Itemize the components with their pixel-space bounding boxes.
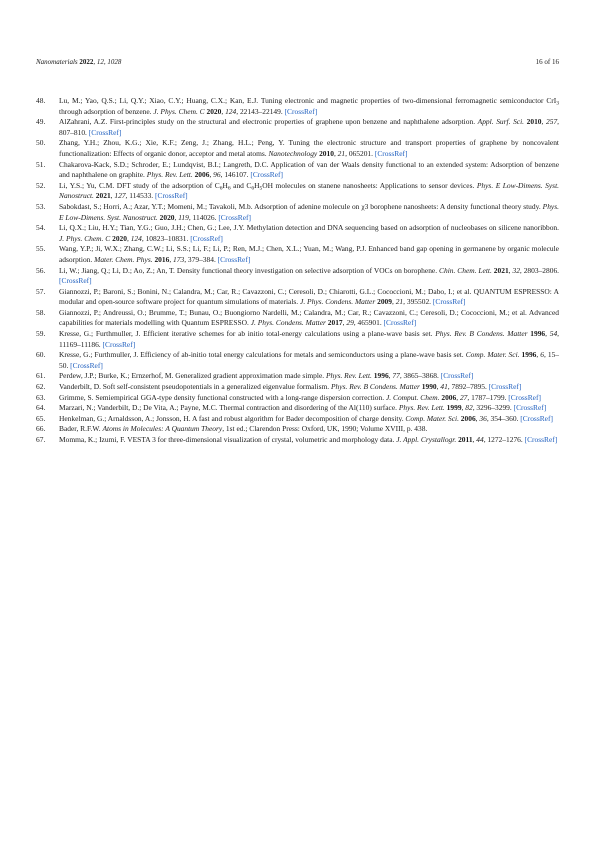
reference-italic: Atoms in Molecules: A Quantum Theory — [102, 424, 223, 434]
reference-number: 52. — [36, 180, 46, 190]
reference-italic: 77 — [392, 371, 400, 381]
crossref-link[interactable]: [CrossRef] — [59, 276, 92, 286]
reference-text: , 395502. — [403, 297, 433, 307]
reference-text: Wang, Y.P.; Ji, W.X.; Zhang, C.W.; Li, S.S.; Li, F.; Li, P.; Ren, M.J.; Chen, X.L.; Yuan, M.; Wang, P.J. Enhanced band gap opening in germanene by organic molecule adsorption. — [59, 244, 559, 264]
reference-item — [36, 287, 559, 308]
reference-italic: 257 — [546, 117, 558, 127]
reference-italic: J. Phys. Condens. Matter — [300, 297, 376, 307]
reference-number: 59. — [36, 329, 46, 339]
crossref-link[interactable]: [CrossRef] — [488, 382, 522, 392]
reference-italic: J. Phys. Condens. Matter — [250, 318, 326, 328]
reference-year: 2021 — [95, 191, 111, 201]
reference-italic: 44 — [476, 435, 484, 444]
reference-italic: 124 — [225, 106, 237, 116]
reference-italic: 124 — [130, 233, 142, 243]
reference-year: 2011 — [458, 435, 473, 444]
reference-number: 62. — [36, 382, 46, 392]
reference-number: 53. — [36, 201, 46, 211]
crossref-link[interactable]: [CrossRef] — [432, 297, 466, 307]
reference-number: 58. — [36, 307, 46, 317]
reference-text: Li, Q.X.; Liu, H.Y.; Tian, Y.G.; Guo, J.H.; Chen, G.; Lee, J.Y. Methylation detection and DNA sequencing based on adsorption of nucleobases on silicene nanoribbon. — [59, 223, 559, 233]
reference-item — [36, 266, 559, 287]
reference-text: , 15–50. — [59, 350, 560, 370]
reference-number: 50. — [36, 138, 46, 148]
reference-text: , — [545, 329, 550, 339]
reference-italic: Comp. Mater. Sci. — [405, 413, 459, 423]
reference-text: Marzari, N.; Vanderbilt, D.; De Vita, A.; Payne, M.C. Thermal contraction and disordering of the Al(110) surface. — [59, 403, 399, 413]
reference-text: , 465901. — [353, 318, 384, 328]
reference-italic: 82 — [465, 403, 473, 413]
subscript: 6 — [219, 185, 223, 192]
reference-list — [36, 96, 559, 446]
reference-italic: 96 — [213, 170, 221, 180]
reference-number: 54. — [36, 223, 46, 233]
journal-citation — [36, 58, 121, 66]
reference-text: , 2803–2806. — [519, 265, 560, 275]
crossref-link[interactable]: [CrossRef] — [102, 339, 136, 349]
reference-text: , 146107. — [220, 170, 251, 180]
subscript: 6 — [251, 185, 255, 192]
reference-year: 2006 — [441, 392, 457, 402]
reference-italic: 21 — [395, 297, 404, 307]
reference-text: Kresse, G.; Furthmuller, J. Efficient iterative schemes for ab initio total-energy calculations using a plane-wave basis set. — [59, 329, 436, 339]
reference-italic: 6 — [540, 350, 544, 360]
reference-text: Momma, K.; Izumi, F. VESTA 3 for three-dimensional visualization of crystal, volumetric and morphology data. — [59, 435, 397, 444]
reference-text: , — [388, 371, 393, 381]
reference-italic: J. Comput. Chem. — [385, 392, 440, 402]
journal-volume-page: , 12, 1028 — [93, 58, 122, 66]
reference-number: 67. — [36, 435, 46, 444]
reference-number: 60. — [36, 350, 46, 360]
crossref-link[interactable]: [CrossRef] — [520, 413, 553, 423]
reference-italic: 29 — [346, 318, 354, 328]
reference-number: 56. — [36, 265, 46, 275]
reference-text: , — [472, 435, 477, 444]
reference-text: , 354–360. — [486, 413, 521, 423]
reference-text: and C — [230, 180, 252, 190]
reference-item — [36, 403, 559, 414]
reference-year: 2006 — [194, 170, 210, 180]
reference-text: , — [221, 106, 226, 116]
reference-text: , 22143–22149. — [236, 106, 285, 116]
reference-italic: 21 — [337, 148, 346, 158]
reference-text: , 1272–1276. — [483, 435, 525, 444]
reference-text: Grimme, S. Semiempirical GGA-type density functional constructed with a long-range dispersion correction. — [59, 392, 386, 402]
reference-item — [36, 138, 559, 159]
reference-text: , — [333, 148, 338, 158]
reference-italic: Phys. E Low-Dimens. Syst. Nanostruct. — [59, 201, 559, 222]
reference-item — [36, 244, 559, 265]
reference-text: Sabokdast, S.; Horri, A.; Azar, Y.T.; Momeni, M.; Tavakoli, M.b. Adsorption of adenine molecule on χ3 borophene nanosheets: A density functional theory study. — [59, 201, 543, 211]
reference-text: , — [541, 117, 546, 127]
reference-italic: Phys. Rev. Lett. — [398, 403, 445, 413]
reference-text: , 114026. — [188, 212, 219, 222]
crossref-link[interactable]: [CrossRef] — [217, 254, 251, 264]
reference-number: 55. — [36, 244, 46, 254]
reference-year: 1996 — [521, 350, 537, 360]
reference-italic: Phys. Rev. B Condens. Matter — [331, 382, 420, 392]
reference-italic: 173 — [173, 254, 185, 264]
reference-text: , — [169, 254, 174, 264]
reference-number: 64. — [36, 403, 46, 413]
reference-item — [36, 414, 559, 425]
reference-text: AlZahrani, A.Z. First-principles study on the structural and electronic properties of graphene upon benzene and naphthalene adsorption. — [59, 117, 478, 127]
reference-year: 1990 — [421, 382, 437, 392]
reference-year: 2020 — [159, 212, 175, 222]
reference-italic: 41 — [440, 382, 448, 392]
reference-italic: Phys. Rev. Lett. — [146, 170, 193, 180]
reference-text: Giannozzi, P.; Baroni, S.; Bonini, N.; Calandra, M.; Car, R.; Cavazzoni, C.; Ceresoli, D.; Chiarotti, G.L.; Cococcioni, M.; Dabo, I.; et al. QUANTUM ESPRESSO: A modular and open-source software project for quantum simulations of materials. — [59, 286, 559, 307]
reference-text: Kresse, G.; Furthmuller, J. Efficiency of ab-initio total energy calculations for metals and semiconductors using a plane-wave basis set. — [59, 350, 466, 360]
reference-year: 2010 — [319, 148, 334, 158]
reference-italic: 27 — [459, 392, 468, 402]
crossref-link[interactable]: [CrossRef] — [155, 191, 188, 201]
reference-item — [36, 223, 559, 244]
reference-number: 66. — [36, 424, 46, 434]
reference-text: , — [209, 170, 214, 180]
reference-year: 2006 — [460, 413, 476, 423]
reference-number: 48. — [36, 96, 46, 105]
subscript: 3 — [556, 100, 559, 107]
reference-number: 57. — [36, 286, 46, 296]
crossref-link[interactable]: [CrossRef] — [284, 106, 318, 116]
reference-text: , — [110, 191, 115, 201]
reference-italic: 119 — [178, 212, 189, 222]
reference-year: 2016 — [154, 254, 170, 264]
reference-year: 2021 — [493, 265, 509, 275]
reference-item — [36, 96, 559, 117]
subscript: 6 — [227, 185, 231, 192]
reference-year: 1996 — [373, 371, 389, 381]
reference-text: Vanderbilt, D. Soft self-consistent pseudopotentials in a generalized eigenvalue formalism. — [59, 382, 332, 392]
reference-text: , — [342, 318, 347, 328]
reference-number: 65. — [36, 413, 46, 423]
reference-italic: J. Phys. Chem. C — [153, 106, 205, 116]
reference-text: , 065201. — [345, 148, 375, 158]
reference-item — [36, 308, 559, 329]
reference-text: , — [508, 265, 513, 275]
reference-italic: Mater. Chem. Phys. — [94, 254, 153, 264]
crossref-link[interactable]: [CrossRef] — [513, 403, 547, 413]
reference-text: Bader, R.F.W. — [59, 424, 103, 434]
reference-text: Zhang, Y.H.; Zhou, K.G.; Xie, K.F.; Zeng, J.; Zhang, H.L.; Peng, Y. Tuning the electronic structure and transport properties of graphene by noncovalent functionalization: Effects of organic donor, acceptor and metal atoms. — [59, 138, 559, 158]
reference-item — [36, 424, 559, 435]
page-number: 16 of 16 — [535, 58, 559, 66]
reference-item — [36, 393, 559, 404]
reference-text: , — [436, 382, 441, 392]
reference-text: , — [536, 350, 541, 360]
reference-text: , — [126, 233, 131, 243]
reference-item — [36, 160, 559, 181]
reference-text: , — [475, 413, 480, 423]
reference-text: OH molecules on stanene nanosheets: Applications to sensor devices. — [262, 180, 477, 190]
reference-item — [36, 382, 559, 393]
reference-text: , 3865–3868. — [399, 371, 441, 381]
reference-year: 2017 — [327, 318, 343, 328]
crossref-link[interactable]: [CrossRef] — [218, 212, 251, 222]
reference-item — [36, 117, 559, 138]
reference-text: , 1787–1799. — [467, 392, 509, 402]
reference-italic: J. Phys. Chem. C — [59, 233, 111, 243]
reference-text: , 7892–7895. — [447, 382, 489, 392]
reference-item — [36, 371, 559, 382]
reference-year: 2010 — [526, 117, 542, 127]
crossref-link[interactable]: [CrossRef] — [440, 371, 474, 381]
reference-item — [36, 350, 559, 371]
reference-text: Chakarova-Kack, S.D.; Schroder, E.; Lundqvist, B.I.; Langreth, D.C. Application of van der Waals density functional to an extended system: Adsorption of benzene and naphthalene on graphite. — [59, 159, 559, 180]
subscript: 5 — [259, 185, 263, 192]
reference-text: H — [222, 180, 228, 190]
reference-italic: 32 — [512, 265, 520, 275]
reference-text: , 114533. — [125, 191, 156, 201]
reference-year: 2020 — [206, 106, 222, 116]
crossref-link[interactable]: [CrossRef] — [250, 170, 283, 180]
reference-year: 1999 — [446, 403, 462, 413]
reference-text: , 379–384. — [184, 254, 218, 264]
reference-number: 63. — [36, 392, 46, 402]
reference-text: , — [456, 392, 460, 402]
reference-italic: Phys. Rev. B Condens. Matter — [435, 329, 528, 339]
reference-text: H — [254, 180, 260, 190]
journal-name: Nanomaterials — [36, 58, 78, 66]
reference-italic: 54 — [549, 329, 558, 339]
reference-text: , — [461, 403, 466, 413]
crossref-link[interactable]: [CrossRef] — [190, 233, 223, 243]
reference-year: 2009 — [377, 297, 392, 307]
crossref-link[interactable]: [CrossRef] — [374, 148, 408, 158]
journal-year: 2022 — [79, 58, 94, 66]
reference-italic: Phys. Rev. Lett. — [326, 371, 372, 381]
reference-text: Giannozzi, P.; Andreussi, O.; Brumme, T.; Bunau, O.; Buongiorno Nardelli, M.; Calandra, M.; Car, R.; Cavazzoni, C.; Ceresoli, D.; Cococcioni, M.; et al. Advanced capabilities for materials modelling with Quantum ESPRESSO. — [59, 307, 559, 328]
crossref-link[interactable]: [CrossRef] — [508, 392, 541, 402]
reference-text: Li, Y.S.; Yu, C.M. DFT study of the adsorption of C — [59, 180, 220, 190]
reference-item — [36, 435, 559, 446]
reference-text: , 11169–11186. — [59, 329, 560, 349]
reference-text: , — [391, 297, 396, 307]
reference-number: 61. — [36, 371, 46, 381]
running-header — [36, 58, 559, 66]
reference-text: Henkelman, G.; Arnaldsson, A.; Jonsson, H. A fast and robust algorithm for Bader decomposition of charge density. — [59, 413, 406, 423]
reference-italic: Phys. E Low-Dimens. Syst. Nanostruct. — [59, 180, 560, 201]
crossref-link[interactable]: [CrossRef] — [70, 360, 103, 370]
reference-text: , — [174, 212, 179, 222]
crossref-link[interactable]: [CrossRef] — [88, 127, 122, 137]
reference-text: , 1st ed.; Clarendon Press: Oxford, UK, 1990; Volume XVIII, p. 438. — [222, 424, 428, 434]
reference-text: , 3296–3299. — [472, 403, 514, 413]
reference-text: Lu, M.; Yao, Q.S.; Li, Q.Y.; Xiao, C.Y.; Huang, C.X.; Kan, E.J. Tuning electronic and magnetic properties of two-dimensional ferromagnetic semiconductor CrI — [59, 96, 557, 105]
reference-italic: 127 — [114, 191, 126, 201]
reference-text: through adsorption of benzene. — [59, 106, 154, 116]
reference-italic: Appl. Surf. Sci. — [477, 117, 525, 127]
reference-italic: Comp. Mater. Sci. — [465, 350, 520, 360]
reference-item — [36, 181, 559, 202]
reference-year: 2020 — [112, 233, 127, 243]
reference-italic: Nanotechnology — [268, 148, 318, 158]
reference-item — [36, 329, 559, 350]
reference-text: , 10823–10831. — [141, 233, 191, 243]
reference-italic: J. Appl. Crystallogr. — [396, 435, 457, 444]
reference-number: 51. — [36, 159, 46, 169]
reference-text: Li, W.; Jiang, Q.; Li, D.; Ao, Z.; An, T. Density functional theory investigation on selective adsorption of VOCs on borophene. — [59, 265, 440, 275]
reference-italic: 36 — [479, 413, 487, 423]
crossref-link[interactable]: [CrossRef] — [524, 435, 558, 444]
reference-item — [36, 202, 559, 223]
reference-text: Perdew, J.P.; Burke, K.; Ernzerhof, M. Generalized gradient approximation made simple. — [59, 371, 326, 381]
reference-number: 49. — [36, 117, 46, 127]
reference-italic: Chin. Chem. Lett. — [439, 265, 492, 275]
crossref-link[interactable]: [CrossRef] — [383, 318, 417, 328]
reference-year: 1996 — [530, 329, 546, 339]
reference-text: , 807–810. — [59, 117, 560, 137]
